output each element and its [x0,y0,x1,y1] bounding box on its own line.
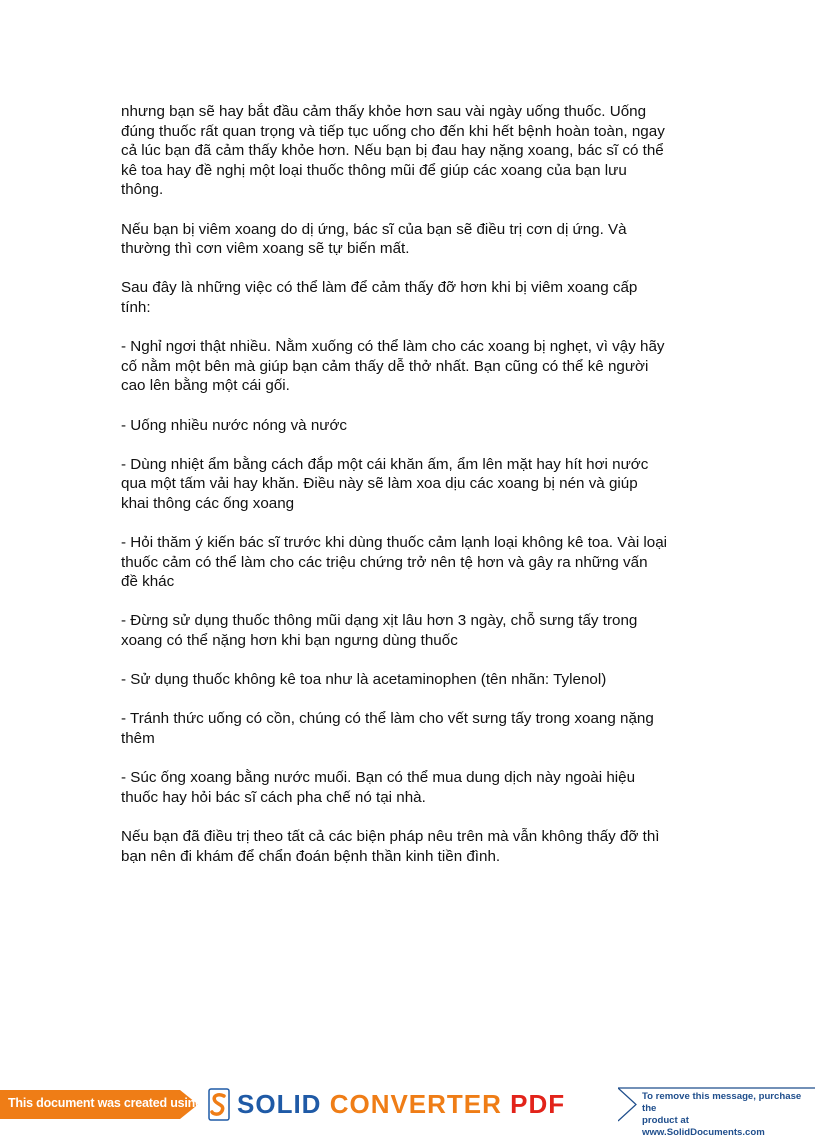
paragraph [121,768,701,807]
paragraph [121,670,701,690]
text-line: - Đừng sử dụng thuốc thông mũi dạng xịt lâu hơn 3 ngày, chỗ sưng tấy trong [121,612,638,630]
text-line: cố nằm một bên mà giúp bạn cảm thấy dễ thở nhất. Bạn cũng có thể kê người [121,357,649,375]
paragraph [121,416,701,436]
paragraph [121,102,701,200]
brand-converter: CONVERTER [329,1089,502,1119]
text-line: Sau đây là những việc có thể làm để cảm thấy đỡ hơn khi bị viêm xoang cấp [121,279,638,297]
text-line: nhưng bạn sẽ hay bắt đầu cảm thấy khỏe hơn sau vài ngày uống thuốc. Uống [121,103,647,120]
brand-pdf: PDF [510,1089,566,1119]
text-line: khai thông các ống xoang [121,494,295,512]
text-line: thông. [121,181,164,199]
paragraph [121,337,701,396]
text-line: cả lúc bạn đã cảm thấy khỏe hơn. Nếu bạn bị đau hay nặng xoang, bác sĩ có thể [121,142,664,160]
text-line: - Dùng nhiệt ẩm bằng cách đắp một cái khăn ấm, ẩm lên mặt hay hít hơi nước [121,455,649,473]
paragraph [121,455,701,514]
purchase-line-2: product at www.SolidDocuments.com [642,1115,765,1138]
text-line: - Nghỉ ngơi thật nhiều. Nằm xuống có thể làm cho các xoang bị nghẹt, vì vậy hãy [121,338,665,356]
banner-created-text: This document was created using [8,1096,203,1110]
paragraph [121,611,701,650]
paragraph [121,220,701,259]
brand-solid: SOLID [237,1089,322,1119]
text-line: bạn nên đi khám để chẩn đoán bệnh thần kinh tiền đình. [121,847,501,865]
text-line: thuốc hay hỏi bác sĩ cách pha chế nó tại nhà. [121,788,426,806]
paragraph [121,827,701,866]
purchase-message[interactable] [642,1091,812,1139]
banner-left-arrow [0,1086,203,1123]
text-line: thêm [121,730,155,747]
text-line: đúng thuốc rất quan trọng và tiếp tục uống cho đến khi hết bệnh hoàn toàn, ngay [121,122,665,140]
paragraph [121,278,701,317]
text-line: Nếu bạn đã điều trị theo tất cả các biện pháp nêu trên mà vẫn không thấy đỡ thì [121,827,660,845]
watermark-banner [0,1086,816,1138]
text-line: xoang có thể nặng hơn khi bạn ngưng dùng thuốc [121,632,458,650]
text-line: - Uống nhiều nước nóng và nước [121,416,348,434]
text-line: qua một tấm vải hay khăn. Điều này sẽ làm xoa dịu các xoang bị nén và giúp [121,475,638,493]
solid-converter-logo-icon [207,1088,231,1121]
document-body [121,102,701,886]
text-line: tính: [121,298,151,316]
paragraph [121,533,701,592]
brand-name [237,1089,565,1119]
text-line: Nếu bạn bị viêm xoang do dị ứng, bác sĩ của bạn sẽ điều trị cơn dị ứng. Và [121,220,627,238]
text-line: - Súc ống xoang bằng nước muối. Bạn có thể mua dung dịch này ngoài hiệu [121,769,636,787]
text-line: - Hỏi thăm ý kiến bác sĩ trước khi dùng thuốc cảm lạnh loại không kê toa. Vài loại [121,534,668,552]
text-line: thường thì cơn viêm xoang sẽ tự biến mất. [121,240,410,258]
purchase-line-1: To remove this message, purchase the [642,1091,802,1114]
paragraph [121,709,701,748]
text-line: cao lên bằng một cái gối. [121,377,290,395]
text-line: - Tránh thức uống có cồn, chúng có thể làm cho vết sưng tấy trong xoang nặng [121,710,654,728]
text-line: đề khác [121,573,175,591]
text-line: kê toa hay đề nghị một loại thuốc thông mũi để giúp các xoang của bạn lưu [121,161,627,179]
text-line: - Sử dụng thuốc không kê toa như là acetaminophen (tên nhãn: Tylenol) [121,671,607,689]
text-line: thuốc cảm có thể làm cho các triệu chứng trở nên tệ hơn và gây ra những vấn [121,553,648,571]
